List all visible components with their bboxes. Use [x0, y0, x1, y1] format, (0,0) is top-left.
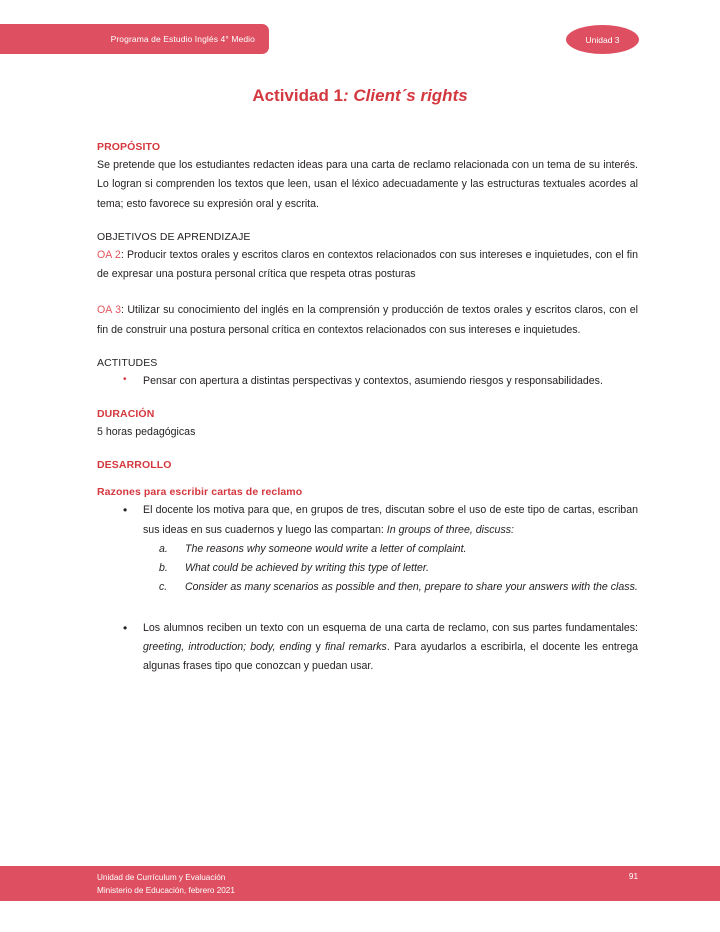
list-item-text: What could be achieved by writing this type of letter. [185, 562, 429, 575]
bullet1-text: El docente los motiva para que, en grupos de tres, discutan sobre el uso de este tipo de cartas, escriban sus ideas en sus cuadernos y luego las compartan: [143, 504, 638, 536]
section-heading-desarrollo: DESARROLLO [97, 459, 172, 472]
list-marker: c. [159, 581, 168, 594]
list-item [97, 501, 638, 540]
list-item [97, 559, 638, 578]
footer-line-2: Ministerio de Educación, febrero 2021 [97, 885, 235, 895]
oa2-text: : Producir textos orales y escritos claros en contextos relacionados con sus intereses e inquietudes, con el fin de expresar una postura personal crítica que respeta otras posturas [97, 248, 638, 281]
oa3-text: : Utilizar su conocimiento del inglés en la comprensión y producción de textos orales y escritos claros, con el fin de construir una postura personal crítica en contextos relacionados con sus intereses e inquietudes. [97, 304, 638, 336]
list-item [97, 619, 638, 677]
oa3-label: OA 3 [97, 304, 122, 317]
footer-line-1: Unidad de Currículum y Evaluación [97, 873, 226, 882]
oa2-label: OA 2 [97, 248, 121, 261]
list-item [97, 540, 638, 559]
program-header-label: Programa de Estudio Inglés 4° Medio [110, 34, 255, 44]
bullet2-part1: Los alumnos reciben un texto con un esquema de una carta de reclamo, con sus partes fundamentales: [143, 621, 638, 634]
desarrollo-bullet-list-1 [97, 501, 638, 540]
section-heading-proposito: PROPÓSITO [97, 141, 161, 153]
list-item: • Pensar con apertura a distintas perspectivas y contextos, asumiendo riesgos y responsabilidades. [97, 372, 638, 391]
unit-badge [566, 25, 639, 54]
list-marker: a. [159, 542, 168, 555]
list-marker: b. [159, 562, 168, 575]
desarrollo-sublist [97, 540, 638, 598]
desarrollo-bullet-list-2 [97, 619, 638, 677]
section-heading-actitudes: ACTITUDES [97, 356, 158, 369]
footer-page-number: 91 [628, 872, 638, 881]
program-header-band [0, 24, 269, 54]
section-heading-duracion: DURACIÓN [97, 408, 155, 421]
page-title [0, 86, 720, 106]
page-title-suffix: : Client´s rights [343, 86, 468, 105]
actitudes-list [97, 372, 638, 391]
list-item-text: Consider as many scenarios as possible and then, prepare to share your answers with the class. [185, 581, 638, 594]
document-content [97, 141, 638, 677]
oa2-paragraph [97, 246, 638, 285]
section-heading-objetivos: OBJETIVOS DE APRENDIZAJE [97, 230, 251, 243]
page-title-prefix: Actividad 1 [252, 86, 344, 105]
proposito-body: Se pretende que los estudiantes redacten ideas para una carta de reclamo relacionada con un tema de su interés. Lo logran si comprenden los textos que leen, usan el léxico adecuadamente y las estructuras textuales acordes al tema; esto favorece su expresión oral y escrita. [97, 159, 638, 210]
subsection-heading-razones: Razones para escribir cartas de reclamo [97, 486, 303, 499]
duracion-body: 5 horas pedagógicas [97, 426, 196, 439]
bullet2-mid: y [311, 640, 325, 653]
bullet2-italic1: greeting, introduction; body, ending [143, 640, 312, 653]
oa3-paragraph [97, 301, 638, 340]
list-item-text: The reasons why someone would write a letter of complaint. [185, 542, 467, 555]
bullet1-italic: In groups of three, discuss: [386, 523, 514, 536]
list-item [97, 578, 638, 597]
unit-badge-label: Unidad 3 [585, 34, 620, 45]
bullet2-italic2: final remarks [324, 640, 387, 653]
bullet2-part2: . Para ayudarlos a escribirla, el docente les entrega algunas frases tipo que conozcan y puedan usar. [143, 640, 639, 673]
